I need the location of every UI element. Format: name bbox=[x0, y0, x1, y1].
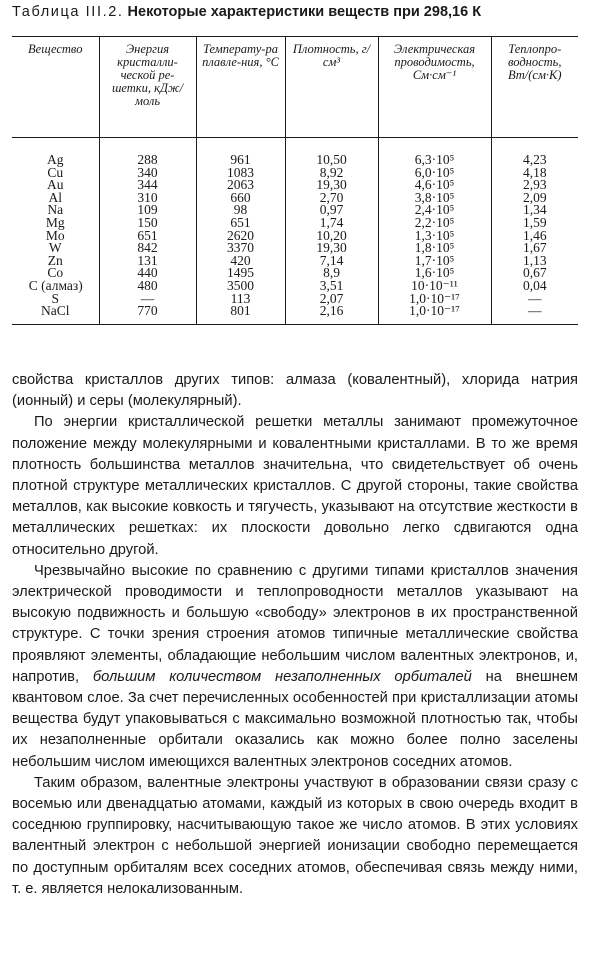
table-row bbox=[12, 242, 578, 255]
cell-density: 0,97 bbox=[285, 204, 378, 217]
cell-substance: Mo bbox=[45, 227, 65, 243]
cell-substance: Al bbox=[48, 189, 62, 205]
cell-lattice-energy: 340 bbox=[99, 167, 196, 180]
col-header-density: Плотность, г/см³ bbox=[285, 37, 378, 138]
properties-table bbox=[12, 36, 578, 325]
table-title: Некоторые характеристики веществ при 298,16 К bbox=[127, 4, 482, 20]
table-caption bbox=[12, 4, 582, 20]
cell-melting-point: 2063 bbox=[196, 179, 285, 192]
emphasized-text: большим количеством незаполненных орбиталей bbox=[92, 668, 472, 685]
cell-density: 10,20 bbox=[285, 230, 378, 243]
table-row bbox=[12, 230, 578, 243]
cell-lattice-energy: 109 bbox=[99, 204, 196, 217]
cell-lattice-energy: — bbox=[99, 293, 196, 306]
table-row bbox=[12, 280, 578, 293]
table-row bbox=[12, 192, 578, 205]
table-label: Таблица III.2. bbox=[12, 4, 124, 20]
cell-conductivity: 1,0·10⁻¹⁷ bbox=[378, 305, 491, 324]
cell-lattice-energy: 440 bbox=[99, 267, 196, 280]
cell-thermal-conductivity: — bbox=[491, 293, 578, 306]
cell-substance: C (алмаз) bbox=[28, 277, 83, 293]
cell-lattice-energy: 150 bbox=[99, 217, 196, 230]
cell-melting-point: 961 bbox=[196, 138, 285, 167]
paragraph: Таким образом, валентные электроны участвуют в образовании связи сразу с восемью или двенадцатью атомами, каждый из которых в свою очередь входит в соседнюю группировку, насчитывающую такое же число атомов. В этих условиях валентный электрон с небольшой энергией ионизации свободно перемещается по доступным орбиталям всех соседних атомов, обеспечивая связь между ними, т. е. является нелокализованным. bbox=[12, 774, 578, 897]
cell-thermal-conductivity: 1,67 bbox=[491, 242, 578, 255]
cell-conductivity: 1,6·10⁵ bbox=[378, 267, 491, 280]
table-row bbox=[12, 255, 578, 268]
cell-density: 2,07 bbox=[285, 293, 378, 306]
cell-substance: Co bbox=[47, 265, 64, 281]
cell-density: 10,50 bbox=[285, 138, 378, 167]
cell-thermal-conductivity: 0,04 bbox=[491, 280, 578, 293]
table-header-row bbox=[12, 37, 578, 138]
cell-substance: Na bbox=[47, 202, 64, 218]
cell-melting-point: 113 bbox=[196, 293, 285, 306]
cell-substance: W bbox=[48, 240, 62, 256]
cell-conductivity: 10·10⁻¹¹ bbox=[378, 280, 491, 293]
cell-substance: Mg bbox=[45, 214, 65, 230]
cell-substance: Au bbox=[47, 177, 64, 193]
cell-conductivity: 6,3·10⁵ bbox=[378, 138, 491, 167]
table-row bbox=[12, 217, 578, 230]
table-row bbox=[12, 305, 578, 324]
cell-thermal-conductivity: 4,18 bbox=[491, 167, 578, 180]
cell-lattice-energy: 842 bbox=[99, 242, 196, 255]
cell-lattice-energy: 288 bbox=[99, 138, 196, 167]
cell-thermal-conductivity: 2,93 bbox=[491, 179, 578, 192]
cell-melting-point: 98 bbox=[196, 204, 285, 217]
cell-melting-point: 1083 bbox=[196, 167, 285, 180]
cell-density: 7,14 bbox=[285, 255, 378, 268]
cell-density: 8,9 bbox=[285, 267, 378, 280]
col-header-conductivity: Электрическая проводимость, См·см⁻¹ bbox=[378, 37, 491, 138]
cell-lattice-energy: 651 bbox=[99, 230, 196, 243]
cell-conductivity: 2,2·10⁵ bbox=[378, 217, 491, 230]
cell-density: 8,92 bbox=[285, 167, 378, 180]
cell-melting-point: 420 bbox=[196, 255, 285, 268]
cell-thermal-conductivity: 1,59 bbox=[491, 217, 578, 230]
cell-melting-point: 1495 bbox=[196, 267, 285, 280]
cell-thermal-conductivity: — bbox=[491, 305, 578, 324]
cell-substance: Zn bbox=[47, 252, 63, 268]
cell-thermal-conductivity: 1,13 bbox=[491, 255, 578, 268]
table-row bbox=[12, 293, 578, 306]
cell-melting-point: 801 bbox=[196, 305, 285, 324]
cell-melting-point: 651 bbox=[196, 217, 285, 230]
cell-density: 3,51 bbox=[285, 280, 378, 293]
text-run: на внешнем квантовом слое. За счет перечисленных особенностей при кристаллизации атомы вещества будут упаковываться с максимально возможной плотностью так, чтобы их незаполненные орбитали оказались как можно более полно заселены небольшим числом имеющихся валентных электронов соседних атомов. bbox=[12, 668, 578, 770]
cell-melting-point: 2620 bbox=[196, 230, 285, 243]
paragraph bbox=[12, 561, 578, 773]
cell-density: 19,30 bbox=[285, 179, 378, 192]
cell-thermal-conductivity: 0,67 bbox=[491, 267, 578, 280]
cell-thermal-conductivity: 4,23 bbox=[491, 138, 578, 167]
cell-conductivity: 3,8·10⁵ bbox=[378, 192, 491, 205]
table-row bbox=[12, 138, 578, 167]
cell-melting-point: 3370 bbox=[196, 242, 285, 255]
cell-thermal-conductivity: 1,34 bbox=[491, 204, 578, 217]
cell-lattice-energy: 770 bbox=[99, 305, 196, 324]
paragraph: По энергии кристаллической решетки металлы занимают промежуточное положение между молекулярными и ковалентными кристаллами. В то же время плотность большинства металлов значительна, что свидетельствует об очень плотной структуре металлических кристаллов. С другой стороны, такие свойства металлов, как высокие ковкость и тягучесть, указывают на отсутствие жесткости в металлических решетках: их плоскости довольно легко сдвигаются одна относительно другой. bbox=[12, 414, 578, 558]
cell-conductivity: 1,3·10⁵ bbox=[378, 230, 491, 243]
col-header-melting-point: Температу-ра плавле-ния, °С bbox=[196, 37, 285, 138]
table-row bbox=[12, 204, 578, 217]
cell-conductivity: 1,0·10⁻¹⁷ bbox=[378, 293, 491, 306]
body-text bbox=[12, 370, 578, 900]
cell-lattice-energy: 310 bbox=[99, 192, 196, 205]
cell-lattice-energy: 480 bbox=[99, 280, 196, 293]
cell-melting-point: 660 bbox=[196, 192, 285, 205]
cell-thermal-conductivity: 2,09 bbox=[491, 192, 578, 205]
cell-conductivity: 1,7·10⁵ bbox=[378, 255, 491, 268]
cell-conductivity: 1,8·10⁵ bbox=[378, 242, 491, 255]
cell-density: 2,16 bbox=[285, 305, 378, 324]
col-header-thermal-conductivity: Теплопро-водность, Вт/(см·К) bbox=[491, 37, 578, 138]
table-row bbox=[12, 267, 578, 280]
cell-lattice-energy: 344 bbox=[99, 179, 196, 192]
cell-density: 19,30 bbox=[285, 242, 378, 255]
cell-density: 1,74 bbox=[285, 217, 378, 230]
col-header-lattice-energy: Энергия кристалли-ческой ре-шетки, кДж/моль bbox=[99, 37, 196, 138]
table-body bbox=[12, 138, 578, 325]
cell-substance: NaCl bbox=[41, 303, 70, 319]
table-row bbox=[12, 179, 578, 192]
cell-thermal-conductivity: 1,46 bbox=[491, 230, 578, 243]
cell-substance: Ag bbox=[47, 152, 64, 167]
cell-conductivity: 6,0·10⁵ bbox=[378, 167, 491, 180]
col-header-substance: Вещество bbox=[12, 37, 99, 138]
cell-substance: Cu bbox=[47, 164, 64, 180]
paragraph: свойства кристаллов других типов: алмаза (ковалентный), хлорида натрия (ионный) и серы (молекулярный). bbox=[12, 372, 578, 410]
cell-substance: S bbox=[51, 290, 59, 306]
cell-melting-point: 3500 bbox=[196, 280, 285, 293]
table-row bbox=[12, 167, 578, 180]
text-run: Чрезвычайно высокие по сравнению с другими типами кристаллов значения электрической проводимости и теплопроводности металлов указывают на высокую подвижность и большую «свободу» электронов в их пространственной структуре. С точки зрения строения атомов типичные металлические свойства проявляют элементы, обладающие небольшим числом валентных электронов, и, напротив, bbox=[12, 562, 578, 685]
cell-conductivity: 2,4·10⁵ bbox=[378, 204, 491, 217]
cell-lattice-energy: 131 bbox=[99, 255, 196, 268]
cell-density: 2,70 bbox=[285, 192, 378, 205]
cell-conductivity: 4,6·10⁵ bbox=[378, 179, 491, 192]
